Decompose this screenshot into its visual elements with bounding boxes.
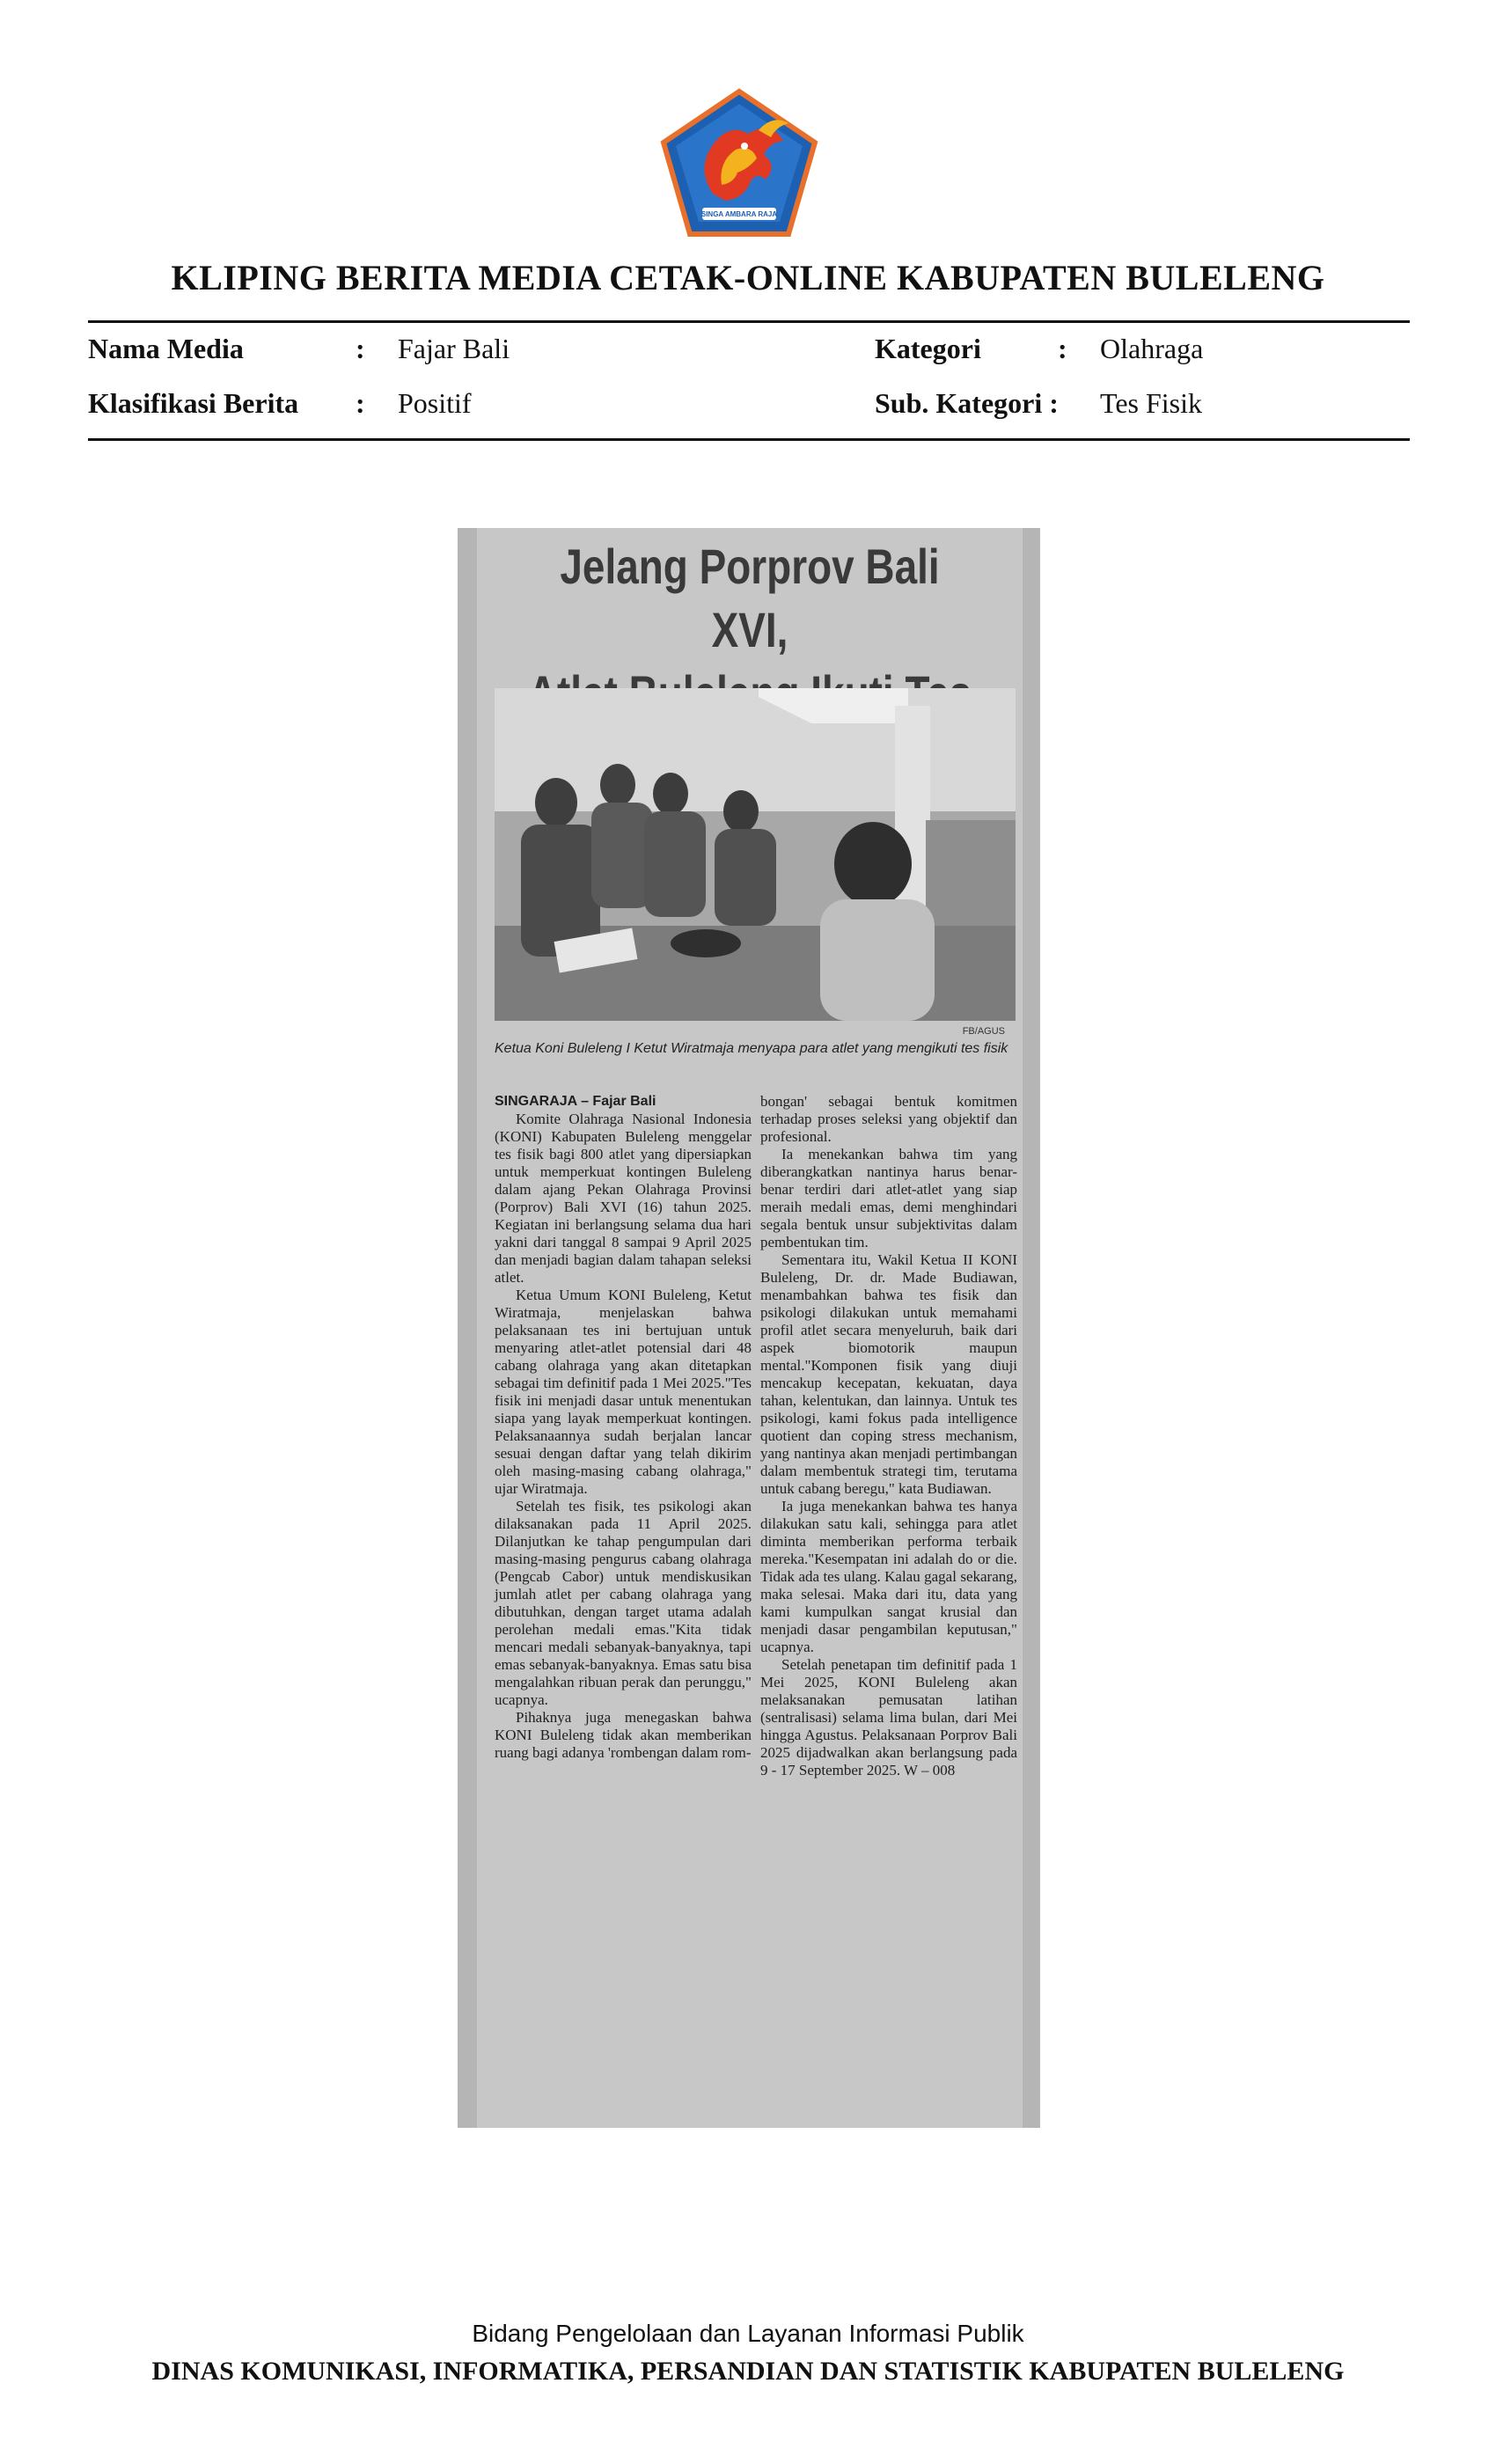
photo-credit: FB/AGUS	[962, 1026, 1005, 1037]
article-paragraph: Ia juga menekankan bahwa tes hanya dilakukan satu kali, sehingga para atlet diminta memberikan performa terbaik mereka."Kesempatan ini adalah do or die. Tidak ada tes ulang. Kalau gagal sekarang, maka selesai. Maka dari itu, data yang kami kumpulkan sangat krusial dan menjadi dasar pengambilan keputusan," ucapnya.	[760, 1498, 1017, 1655]
headline-line-1: Jelang Porprov Bali XVI,	[560, 539, 940, 657]
classification-colon: :	[356, 387, 365, 419]
article-paragraph: Pihaknya juga menegaskan bahwa KONI Buleleng tidak akan memberikan ruang bagi adanya 'rombengan dalam rom-	[495, 1709, 752, 1761]
category-label: Kategori	[875, 333, 981, 364]
athletes-photo	[495, 688, 1016, 1021]
header-bottom-rule	[88, 438, 1410, 441]
classification-value: Positif	[398, 387, 472, 419]
article-paragraph: Ia menekankan bahwa tim yang diberangkatkan nantinya harus benar-benar terdiri dari atlet-atlet yang siap meraih medali emas, demi menghindari segala bentuk unsur subjektivitas dalam pembentukan tim.	[760, 1146, 1017, 1250]
singa-ambara-raja-logo	[660, 88, 818, 238]
media-value: Fajar Bali	[398, 333, 510, 364]
classification-label: Klasifikasi Berita	[88, 387, 299, 419]
article-paragraph: Sementara itu, Wakil Ketua II KONI Buleleng, Dr. dr. Made Budiawan, menambahkan bahwa tes fisik dan psikologi dilakukan untuk memahami profil atlet secara menyeluruh, baik dari aspek biomotorik maupun mental."Komponen fisik yang diuji mencakup kecepatan, kekuatan, daya tahan, kelentukan, dan lainnya. Untuk tes psikologi, kami fokus pada intelligence quotient dan coping stress mechanism, yang nantinya akan menjadi pertimbangan dalam membentuk strategi tim, terutama untuk cabang beregu," kata Budiawan.	[760, 1251, 1017, 1497]
media-colon: :	[356, 333, 365, 364]
article-column-2	[760, 1093, 1017, 1779]
footer-agency: DINAS KOMUNIKASI, INFORMATIKA, PERSANDIAN DAN STATISTIK KABUPATEN BULELENG	[151, 2357, 1345, 2386]
category-value: Olahraga	[1100, 333, 1204, 364]
news-clipping	[458, 528, 1040, 2128]
article-column-1	[495, 1093, 752, 1762]
article-paragraph: Setelah tes fisik, tes psikologi akan dilaksanakan pada 11 April 2025. Dilanjutkan ke tahap pengumpulan dari masing-masing pengurus cabang olahraga (Pengcab Cabor) untuk mendiskusikan jumlah atlet per cabang olahraga yang dibutuhkan, dengan target utama adalah perolehan medali emas."Kita tidak mencari medali sebanyak-banyaknya, tapi emas sebanyak-banyaknya. Emas satu bisa mengalahkan ribuan perak dan perunggu," ucapnya.	[495, 1498, 752, 1708]
logo-caption: SINGA AMBARA RAJA	[700, 210, 778, 218]
subcategory-value: Tes Fisik	[1100, 387, 1202, 419]
article-paragraph: Komite Olahraga Nasional Indonesia (KONI) Kabupaten Buleleng menggelar tes fisik bagi 800 atlet yang dipersiapkan untuk memperkuat kontingen Buleleng dalam ajang Pekan Olahraga Provinsi (Porprov) Bali XVI (16) tahun 2025. Kegiatan ini berlangsung selama dua hari yakni dari tanggal 8 sampai 9 April 2025 dan menjadi bagian dalam tahapan seleksi atlet.	[495, 1111, 752, 1286]
article-paragraph: Ketua Umum KONI Buleleng, Ketut Wiratmaja, menjelaskan bahwa pelaksanaan tes ini bertujuan untuk menyaring atlet-atlet potensial dari 48 cabang olahraga yang akan ditetapkan sebagai tim definitif pada 1 Mei 2025."Tes fisik ini menjadi dasar untuk menentukan siapa yang layak memperkuat kontingen. Pelaksanaannya sudah berjalan lancar sesuai dengan daftar yang telah dikirim oleh masing-masing cabang olahraga," ujar Wiratmaja.	[495, 1287, 752, 1497]
header-top-rule	[88, 320, 1410, 323]
media-label: Nama Media	[88, 333, 244, 364]
footer-division: Bidang Pengelolaan dan Layanan Informasi Publik	[472, 2320, 1024, 2347]
article-paragraph: bongan' sebagai bentuk komitmen terhadap proses seleksi yang objektif dan profesional.	[760, 1093, 1017, 1145]
dateline: SINGARAJA – Fajar Bali	[495, 1094, 656, 1109]
category-colon: :	[1058, 333, 1067, 364]
page-title: KLIPING BERITA MEDIA CETAK-ONLINE KABUPATEN BULELENG	[171, 258, 1325, 297]
photo-caption: Ketua Koni Buleleng I Ketut Wiratmaja menyapa para atlet yang mengikuti tes fisik	[495, 1041, 1008, 1056]
article-paragraph: Setelah penetapan tim definitif pada 1 Mei 2025, KONI Buleleng akan melaksanakan pemusatan latihan (sentralisasi) selama lima bulan, dari Mei hingga Agustus. Pelaksanaan Porprov Bali 2025 dijadwalkan akan berlangsung pada 9 - 17 September 2025. W – 008	[760, 1656, 1017, 1778]
subcategory-label: Sub. Kategori :	[875, 387, 1059, 419]
